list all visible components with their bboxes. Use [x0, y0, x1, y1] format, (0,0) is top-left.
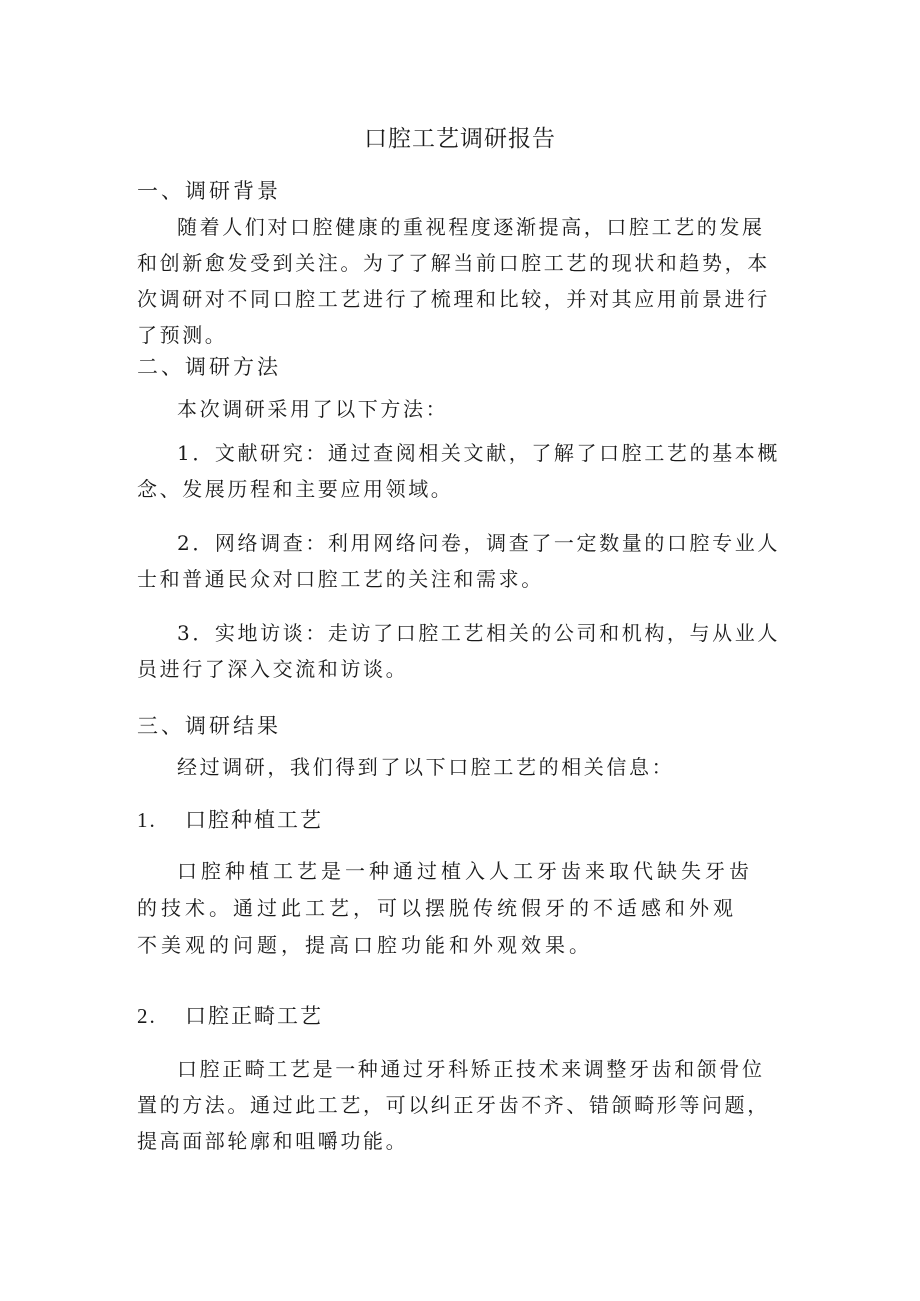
- section-heading-method: 二、调研方法: [137, 355, 281, 379]
- result-item-title: 口腔正畸工艺: [185, 1004, 323, 1028]
- method-item-literature: 1．文献研究：通过查阅相关文献，了解了口腔工艺的基本概念、发展历程和主要应用领域。: [137, 441, 780, 501]
- result-item-implant-body: 口腔种植工艺是一种通过植入人工牙齿来取代缺失牙齿的技术。通过此工艺，可以摆脱传统假牙的不适感和外观不美观的问题，提高口腔功能和外观效果。: [137, 859, 753, 957]
- result-item-title: 口腔种植工艺: [185, 808, 323, 832]
- result-item-number: 2.: [137, 1004, 157, 1028]
- document-title: 口腔工艺调研报告: [364, 126, 556, 152]
- method-intro: 本次调研采用了以下方法：: [177, 397, 449, 421]
- results-intro: 经过调研，我们得到了以下口腔工艺的相关信息：: [177, 755, 675, 779]
- result-item-number: 1.: [137, 808, 157, 832]
- result-item-implant-heading: [137, 804, 323, 834]
- method-item-interview: 3．实地访谈：走访了口腔工艺相关的公司和机构，与从业人员进行了深入交流和访谈。: [137, 621, 780, 681]
- section-heading-background: 一、调研背景: [137, 179, 281, 203]
- section-heading-results: 三、调研结果: [137, 714, 281, 738]
- background-paragraph: 随着人们对口腔健康的重视程度逐渐提高，口腔工艺的发展和创新愈发受到关注。为了了解当前口腔工艺的现状和趋势，本次调研对不同口腔工艺进行了梳理和比较，并对其应用前景进行了预测。: [137, 215, 770, 347]
- method-item-survey: 2．网络调查：利用网络问卷，调查了一定数量的口腔专业人士和普通民众对口腔工艺的关注和需求。: [137, 531, 780, 591]
- result-item-orthodontic-body: 口腔正畸工艺是一种通过牙科矫正技术来调整牙齿和颌骨位置的方法。通过此工艺，可以纠正牙齿不齐、错颌畸形等问题，提高面部轮廓和咀嚼功能。: [137, 1057, 770, 1153]
- result-item-orthodontic-heading: [137, 1000, 323, 1030]
